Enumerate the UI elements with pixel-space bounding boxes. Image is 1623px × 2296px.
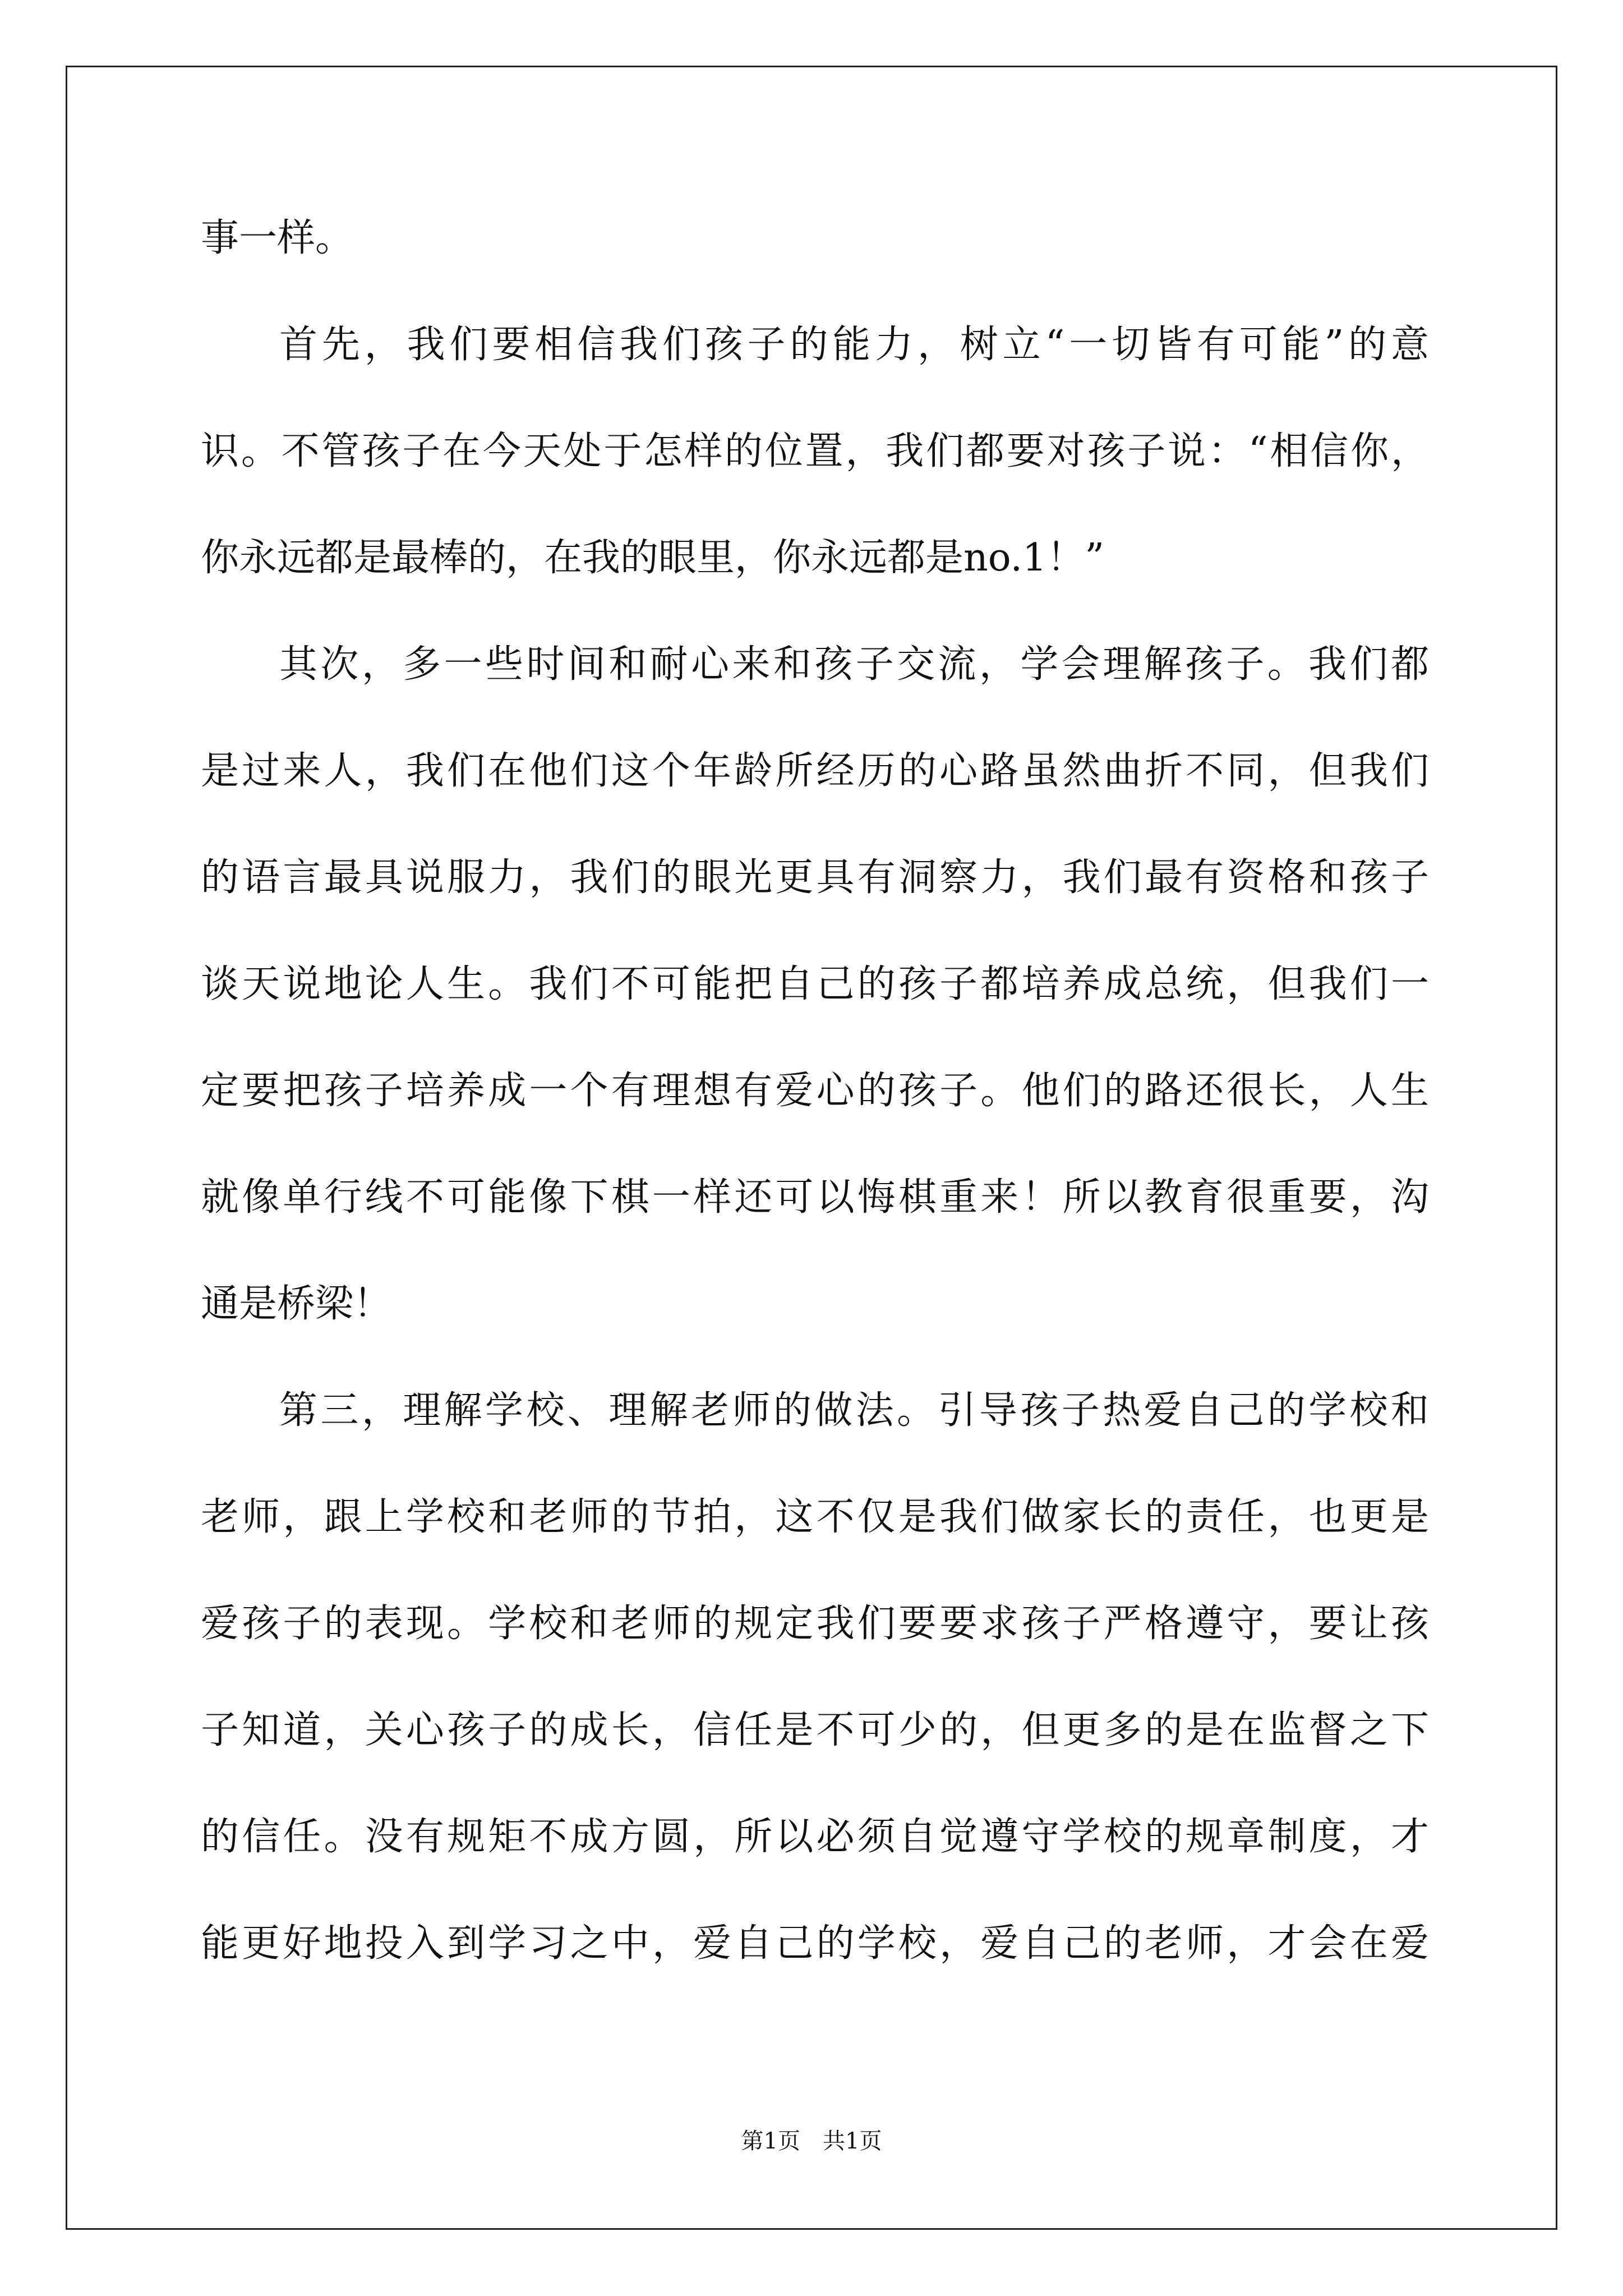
text-line: 的语言最具说服力，我们的眼光更具有洞察力，我们最有资格和孩子 xyxy=(201,855,1429,900)
text-line: 事一样。 xyxy=(201,216,354,260)
page-total: 共1页 xyxy=(823,2128,882,2154)
paragraph-first-line: 第三，理解学校、理解老师的做法。引导孩子热爱自己的学校和 xyxy=(279,1388,1429,1433)
text-line: 谈天说地论人生。我们不可能把自己的孩子都培养成总统，但我们一 xyxy=(201,962,1429,1006)
document-body xyxy=(201,213,1429,2025)
text-line: 老师，跟上学校和老师的节拍，这不仅是我们做家长的责任，也更是 xyxy=(201,1495,1429,1539)
text-line: 你永远都是最棒的，在我的眼里，你永远都是no.1！” xyxy=(201,536,1105,580)
text-line: 爱孩子的表现。学校和老师的规定我们要要求孩子严格遵守，要让孩 xyxy=(201,1602,1429,1646)
page-number: 第1页 xyxy=(741,2128,800,2154)
text-line: 就像单行线不可能像下棋一样还可以悔棋重来！所以教育很重要，沟 xyxy=(201,1175,1429,1220)
text-line: 识。不管孩子在今天处于怎样的位置，我们都要对孩子说：“相信你， xyxy=(201,429,1429,473)
text-line: 的信任。没有规矩不成方圆，所以必须自觉遵守学校的规章制度，才 xyxy=(201,1815,1429,1859)
paragraph-first-line: 其次，多一些时间和耐心来和孩子交流，学会理解孩子。我们都 xyxy=(279,642,1429,687)
paragraph-first-line: 首先，我们要相信我们孩子的能力，树立“一切皆有可能”的意 xyxy=(279,323,1429,367)
text-line: 能更好地投入到学习之中，爱自己的学校，爱自己的老师，才会在爱 xyxy=(201,1921,1429,1966)
text-line: 通是桥梁！ xyxy=(201,1282,392,1326)
text-line: 定要把孩子培养成一个有理想有爱心的孩子。他们的路还很长，人生 xyxy=(201,1069,1429,1113)
text-line: 子知道，关心孩子的成长，信任是不可少的，但更多的是在监督之下 xyxy=(201,1708,1429,1752)
text-line: 是过来人，我们在他们这个年龄所经历的心路虽然曲折不同，但我们 xyxy=(201,749,1429,793)
page-footer xyxy=(0,2127,1623,2155)
